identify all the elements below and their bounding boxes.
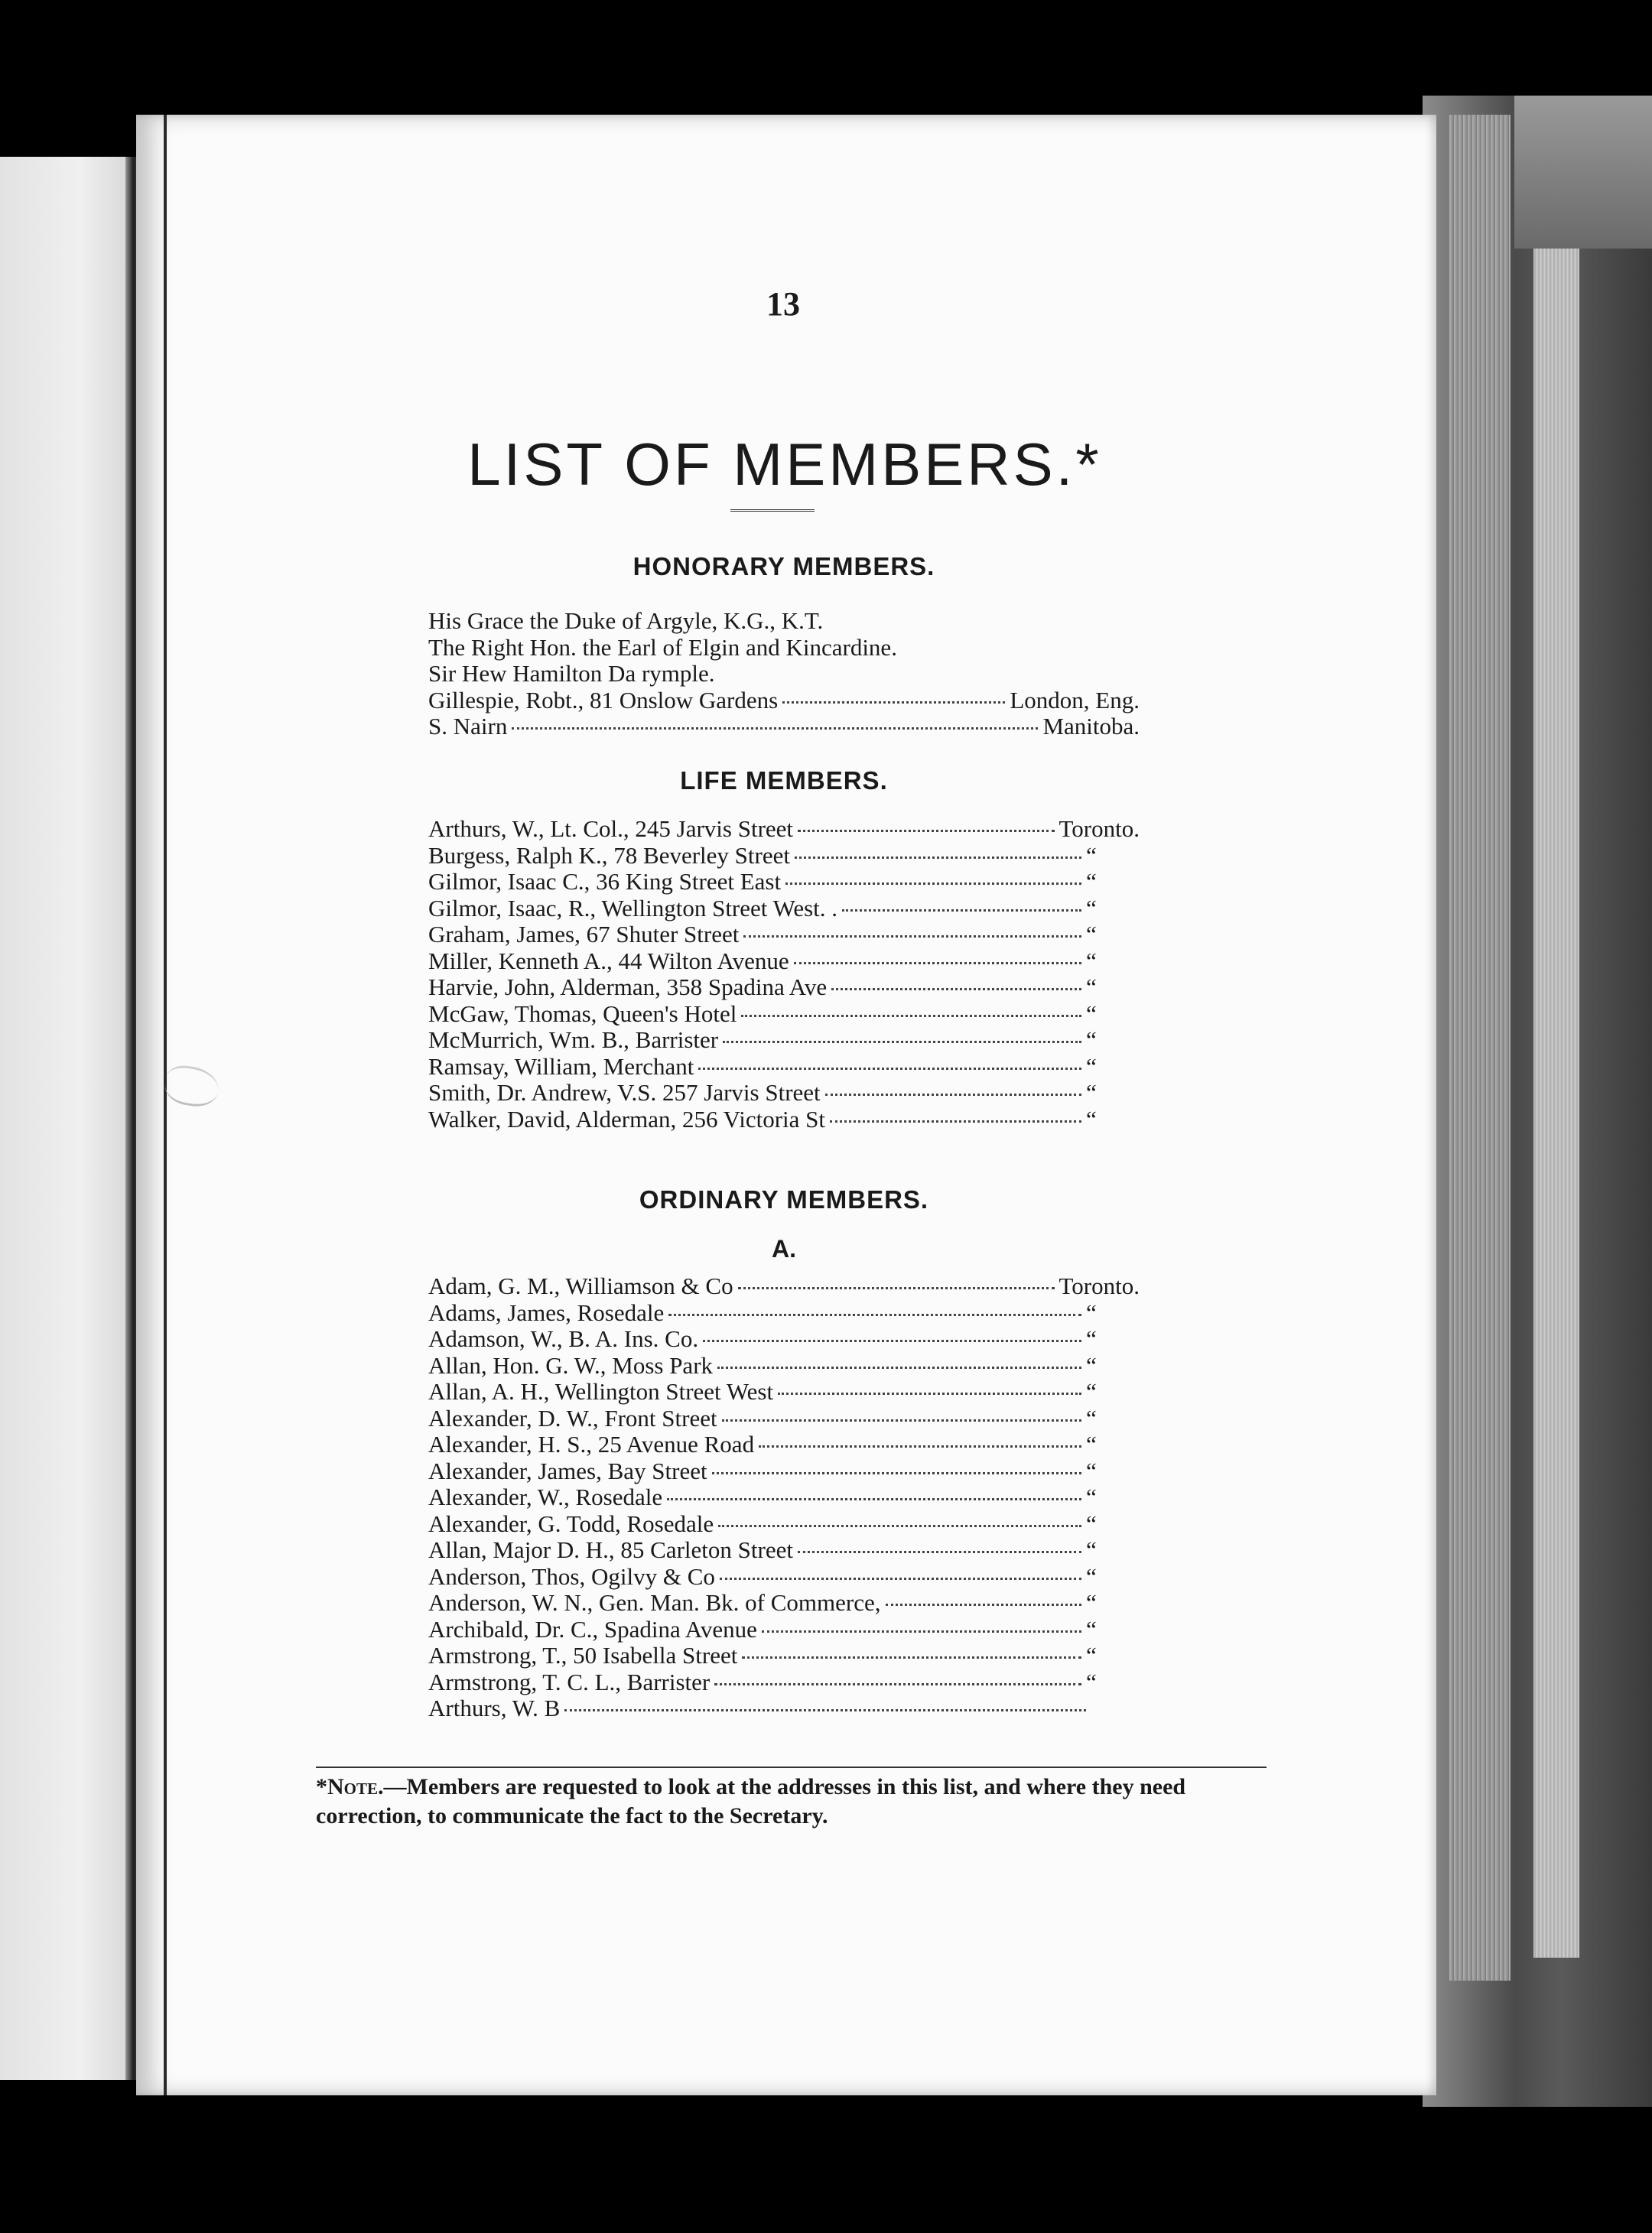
member-name: Gilmor, Isaac C., 36 King Street East [428, 868, 782, 895]
member-location: Toronto. [1059, 815, 1140, 842]
member-entry [428, 1027, 1140, 1054]
life-members-list [428, 816, 1140, 1133]
member-location: “ [1086, 1431, 1097, 1458]
member-name: Smith, Dr. Andrew, V.S. 257 Jarvis Street [428, 1079, 821, 1106]
member-entry [428, 1001, 1140, 1028]
dot-leader [703, 1340, 1081, 1342]
member-name: Burgess, Ralph K., 78 Beverley Street [428, 841, 790, 869]
binding-line [164, 115, 167, 2095]
member-entry [428, 1080, 1140, 1107]
page-edges-inner [1533, 153, 1579, 1958]
dot-leader [723, 1041, 1081, 1043]
dot-leader [762, 1630, 1081, 1633]
dot-leader [785, 882, 1081, 885]
member-name: Armstrong, T., 50 Isabella Street [428, 1642, 738, 1669]
dot-leader [741, 1015, 1081, 1017]
member-name: Alexander, D. W., Front Street [428, 1404, 717, 1432]
member-entry [428, 1054, 1140, 1081]
member-name: Adam, G. M., Williamson & Co [428, 1273, 733, 1299]
member-entry [428, 1695, 1140, 1722]
member-name: Walker, David, Alderman, 256 Victoria St [428, 1105, 825, 1133]
member-location: “ [1086, 1105, 1097, 1133]
member-location: “ [1086, 1642, 1097, 1669]
title-rule [730, 509, 815, 512]
member-name: Anderson, Thos, Ogilvy & Co [428, 1562, 715, 1590]
member-name: His Grace the Duke of Argyle, K.G., K.T. [428, 607, 824, 634]
member-entry [428, 1669, 1140, 1696]
dot-leader [717, 1367, 1081, 1369]
member-entry [428, 1590, 1140, 1617]
member-location: “ [1086, 1510, 1097, 1537]
dot-leader [738, 1287, 1055, 1289]
member-location: Manitoba. [1042, 713, 1140, 739]
footnote [316, 1773, 1267, 1831]
member-entry [428, 869, 1140, 895]
member-name: Archibald, Dr. C., Spadina Avenue [428, 1615, 757, 1643]
member-entry [428, 948, 1140, 975]
member-location: “ [1086, 1351, 1097, 1379]
dot-leader [718, 1525, 1081, 1527]
member-name: Sir Hew Hamilton Da rymple. [428, 660, 715, 687]
member-entry [428, 895, 1140, 922]
footnote-rule [316, 1767, 1267, 1768]
dot-leader [782, 701, 1005, 704]
member-name: Harvie, John, Alderman, 358 Spadina Ave [428, 973, 828, 1000]
member-location: London, Eng. [1010, 686, 1140, 713]
dot-leader [714, 1683, 1081, 1685]
dot-leader [886, 1604, 1082, 1606]
member-location: “ [1086, 999, 1097, 1027]
member-entry [428, 1537, 1140, 1564]
dot-leader [830, 1120, 1081, 1123]
member-entry [428, 1107, 1140, 1133]
member-name: Ramsay, William, Merchant [428, 1052, 694, 1080]
member-location: “ [1086, 1589, 1097, 1616]
member-entry [428, 921, 1140, 948]
ordinary-members-list [428, 1273, 1140, 1722]
dot-leader [698, 1068, 1081, 1070]
member-entry [428, 661, 1140, 687]
dot-leader [722, 1419, 1081, 1422]
member-name: Anderson, W. N., Gen. Man. Bk. of Commerce, [428, 1589, 881, 1616]
member-location: “ [1086, 1325, 1097, 1352]
member-entry [428, 1511, 1140, 1538]
honorary-members-list [428, 608, 1140, 740]
book-cover-corner [1514, 96, 1652, 249]
member-entry [428, 1564, 1140, 1591]
member-location: “ [1086, 947, 1097, 974]
member-location: “ [1086, 841, 1097, 869]
member-entry [428, 1643, 1140, 1669]
member-name: Gilmor, Isaac, R., Wellington Street West. . [428, 894, 838, 921]
member-entry [428, 1484, 1140, 1511]
dot-leader [667, 1498, 1081, 1500]
member-location: “ [1086, 1378, 1097, 1405]
member-name: McMurrich, Wm. B., Barrister [428, 1026, 719, 1053]
letter-heading: A. [772, 1235, 796, 1263]
dot-leader [798, 1551, 1081, 1553]
member-entry [428, 1432, 1140, 1458]
member-location: “ [1086, 921, 1097, 947]
dot-leader [778, 1393, 1081, 1395]
member-entry [428, 816, 1140, 843]
member-location: “ [1086, 1404, 1097, 1432]
member-name: Allan, Major D. H., 85 Carleton Street [428, 1536, 793, 1563]
member-name: McGaw, Thomas, Queen's Hotel [428, 999, 737, 1027]
page-edges [1449, 115, 1511, 1981]
member-name: Adams, James, Rosedale [428, 1299, 665, 1326]
member-name: Miller, Kenneth A., 44 Wilton Avenue [428, 947, 789, 974]
member-entry [428, 843, 1140, 869]
dot-leader [512, 727, 1038, 730]
member-entry [428, 635, 1140, 661]
member-name: Arthurs, W. B [428, 1695, 561, 1721]
member-entry [428, 1458, 1140, 1485]
dot-leader [825, 1094, 1081, 1096]
dot-leader [564, 1709, 1086, 1711]
member-location: Toronto. [1059, 1273, 1140, 1299]
member-entry [428, 1353, 1140, 1380]
member-location: “ [1086, 1562, 1097, 1590]
dot-leader [720, 1578, 1081, 1580]
dot-leader [759, 1445, 1081, 1448]
member-location: “ [1086, 1536, 1097, 1563]
member-entry [428, 1379, 1140, 1406]
ordinary-members-heading: ORDINARY MEMBERS. [639, 1185, 929, 1214]
facing-page [0, 157, 134, 2080]
member-name: S. Nairn [428, 713, 508, 739]
member-entry [428, 1326, 1140, 1353]
member-name: Arthurs, W., Lt. Col., 245 Jarvis Street [428, 815, 794, 842]
honorary-members-heading: HONORARY MEMBERS. [633, 552, 935, 580]
member-entry [428, 1273, 1140, 1300]
member-location: “ [1086, 1026, 1097, 1053]
member-name: Alexander, W., Rosedale [428, 1484, 663, 1510]
member-entry [428, 713, 1140, 740]
member-entry [428, 1406, 1140, 1432]
member-name: The Right Hon. the Earl of Elgin and Kincardine. [428, 633, 897, 661]
footnote-text: —Members are requested to look at the addresses in this list, and where they need correction, to communicate the fact to the Secretary. [316, 1774, 1186, 1828]
dot-leader [831, 988, 1081, 990]
member-location: “ [1086, 973, 1097, 1000]
member-location: “ [1086, 1079, 1097, 1106]
page-title: LIST OF MEMBERS.* [467, 431, 1102, 498]
member-name: Armstrong, T. C. L., Barrister [428, 1668, 711, 1695]
member-entry [428, 608, 1140, 635]
dot-leader [795, 856, 1081, 859]
member-name: Alexander, H. S., 25 Avenue Road [428, 1431, 755, 1458]
member-entry [428, 687, 1140, 714]
member-name: Alexander, James, Bay Street [428, 1457, 707, 1484]
member-name: Allan, A. H., Wellington Street West [428, 1378, 774, 1405]
member-location: “ [1086, 1668, 1097, 1695]
member-location: “ [1086, 1299, 1097, 1326]
dot-leader [794, 962, 1081, 964]
member-location: “ [1086, 1052, 1097, 1080]
member-entry [428, 1617, 1140, 1643]
member-name: Graham, James, 67 Shuter Street [428, 921, 740, 947]
dot-leader [742, 1656, 1081, 1659]
dot-leader [842, 909, 1081, 912]
member-name: Gillespie, Robt., 81 Onslow Gardens [428, 686, 779, 713]
dot-leader [668, 1314, 1081, 1316]
member-name: Adamson, W., B. A. Ins. Co. [428, 1325, 699, 1352]
member-name: Allan, Hon. G. W., Moss Park [428, 1351, 714, 1379]
footnote-lead: *Note. [316, 1774, 384, 1799]
member-location: “ [1086, 1457, 1097, 1484]
member-location: “ [1086, 894, 1097, 921]
member-entry [428, 1300, 1140, 1327]
life-members-heading: LIFE MEMBERS. [680, 766, 888, 795]
dot-leader [712, 1472, 1081, 1474]
member-location: “ [1086, 1484, 1097, 1510]
member-entry [428, 974, 1140, 1001]
member-name: Alexander, G. Todd, Rosedale [428, 1510, 714, 1537]
dot-leader [798, 830, 1054, 832]
dot-leader [743, 935, 1081, 938]
member-location: “ [1086, 868, 1097, 895]
page-number: 13 [766, 285, 800, 323]
member-location: “ [1086, 1615, 1097, 1643]
